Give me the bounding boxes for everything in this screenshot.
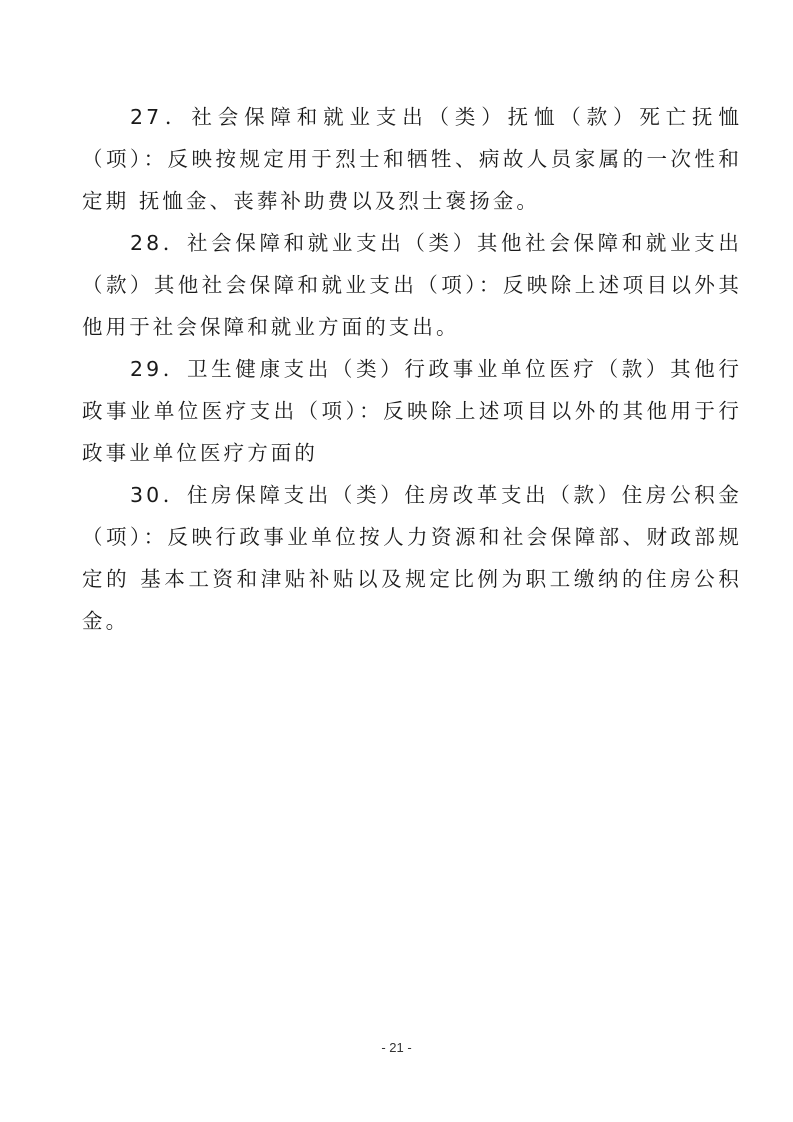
paragraph-27: 27．社会保障和就业支出（类）抚恤（款）死亡抚恤（项）：反映按规定用于烈士和牺牲、病故人员家属的一次性和定期 抚恤金、丧葬补助费以及烈士褒扬金。 <box>82 105 742 213</box>
page-number: - 21 - <box>381 1040 412 1055</box>
paragraph-28: 28．社会保障和就业支出（类）其他社会保障和就业支出（款）其他社会保障和就业支出（项）：反映除上述项目以外其他用于社会保障和就业方面的支出。 <box>82 231 742 339</box>
paragraph-30: 30．住房保障支出（类）住房改革支出（款）住房公积金（项）：反映行政事业单位按人力资源和社会保障部、财政部规定的 基本工资和津贴补贴以及规定比例为职工缴纳的住房公积金。 <box>82 483 742 633</box>
body-text <box>82 96 742 642</box>
paragraph-29: 29．卫生健康支出（类）行政事业单位医疗（款）其他行政事业单位医疗支出（项）：反映除上述项目以外的其他用于行政事业单位医疗方面的 <box>82 357 742 465</box>
